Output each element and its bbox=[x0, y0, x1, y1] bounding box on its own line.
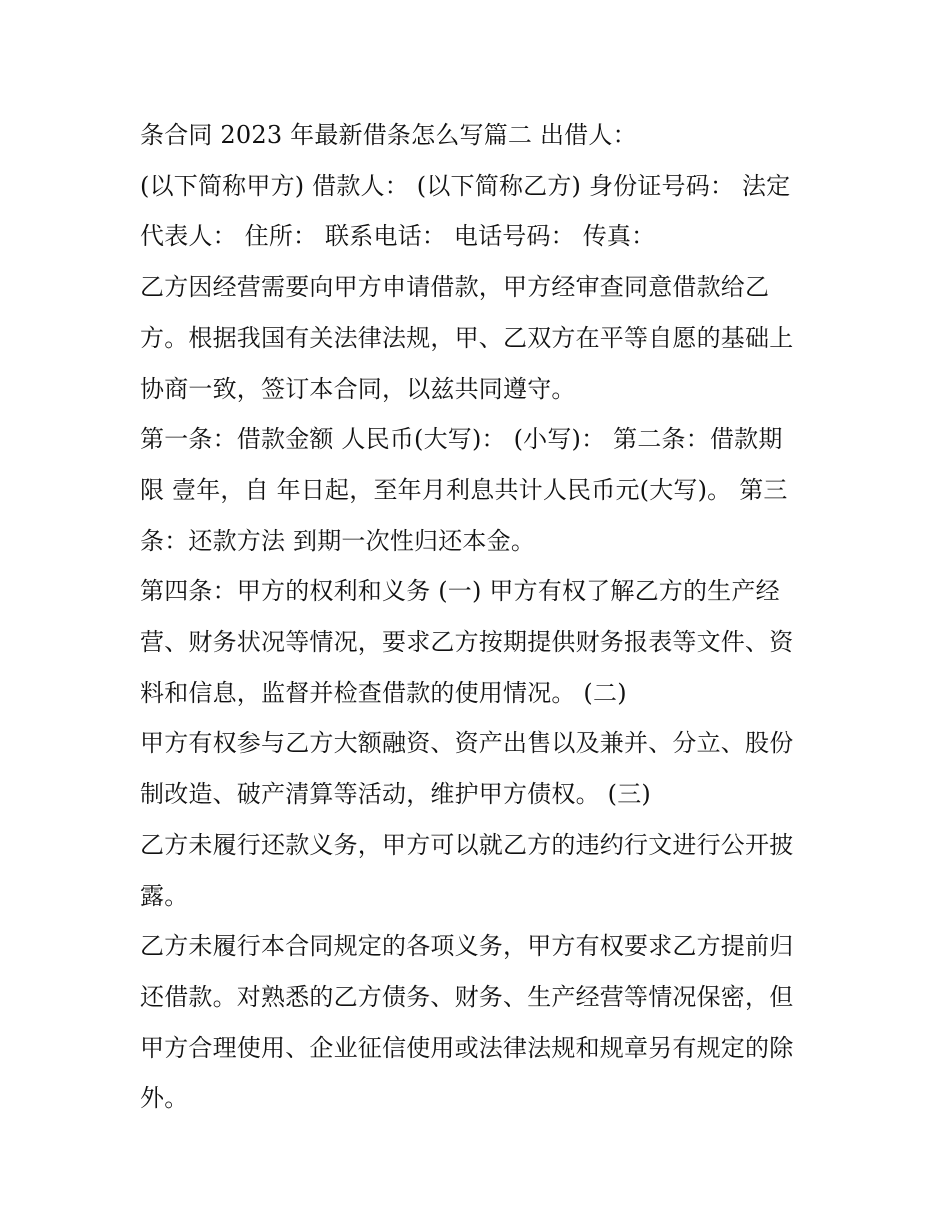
text-line-10: 第四条：甲方的权利和义务 (一) 甲方有权了解乙方的生产经 bbox=[140, 577, 780, 606]
text-line-7: 第一条：借款金额 人民币(大写)： (小写)： 第二条：借款期 bbox=[140, 425, 783, 454]
text-line-14: 制改造、破产清算等活动，维护甲方债权。 (三) bbox=[140, 780, 651, 809]
text-line-20: 外。 bbox=[140, 1084, 189, 1113]
text-line-19: 甲方合理使用、企业征信使用或法律法规和规章另有规定的除 bbox=[140, 1033, 794, 1062]
text-line-12: 料和信息，监督并检查借款的使用情况。 (二) bbox=[140, 678, 627, 707]
text-line-15: 乙方未履行还款义务，甲方可以就乙方的违约行文进行公开披 bbox=[140, 830, 794, 859]
text-line-3: 代表人： 住所： 联系电话： 电话号码： 传真： bbox=[140, 222, 656, 251]
text-line-8: 限 壹年，自 年日起，至年月利息共计人民币元(大写)。 第三 bbox=[140, 475, 788, 504]
text-line-6: 协商一致，签订本合同，以兹共同遵守。 bbox=[140, 374, 576, 403]
text-line-17: 乙方未履行本合同规定的各项义务，甲方有权要求乙方提前归 bbox=[140, 932, 794, 961]
text-line-1: 条合同 2023 年最新借条怎么写篇二 出借人： bbox=[140, 121, 637, 149]
text-line-2: (以下简称甲方) 借款人： (以下简称乙方) 身份证号码： 法定 bbox=[140, 171, 791, 200]
text-line-9: 条：还款方法 到期一次性归还本金。 bbox=[140, 526, 536, 555]
text-line-4: 乙方因经营需要向甲方申请借款，甲方经审查同意借款给乙 bbox=[140, 273, 770, 302]
text-line-13: 甲方有权参与乙方大额融资、资产出售以及兼并、分立、股份 bbox=[140, 729, 794, 758]
text-line-5: 方。根据我国有关法律法规，甲、乙双方在平等自愿的基础上 bbox=[140, 323, 794, 352]
text-line-18: 还借款。对熟悉的乙方债务、财务、生产经营等情况保密，但 bbox=[140, 982, 794, 1011]
text-line-11: 营、财务状况等情况，要求乙方按期提供财务报表等文件、资 bbox=[140, 628, 794, 657]
text-line-16: 露。 bbox=[140, 881, 189, 910]
document-body bbox=[140, 110, 820, 1124]
